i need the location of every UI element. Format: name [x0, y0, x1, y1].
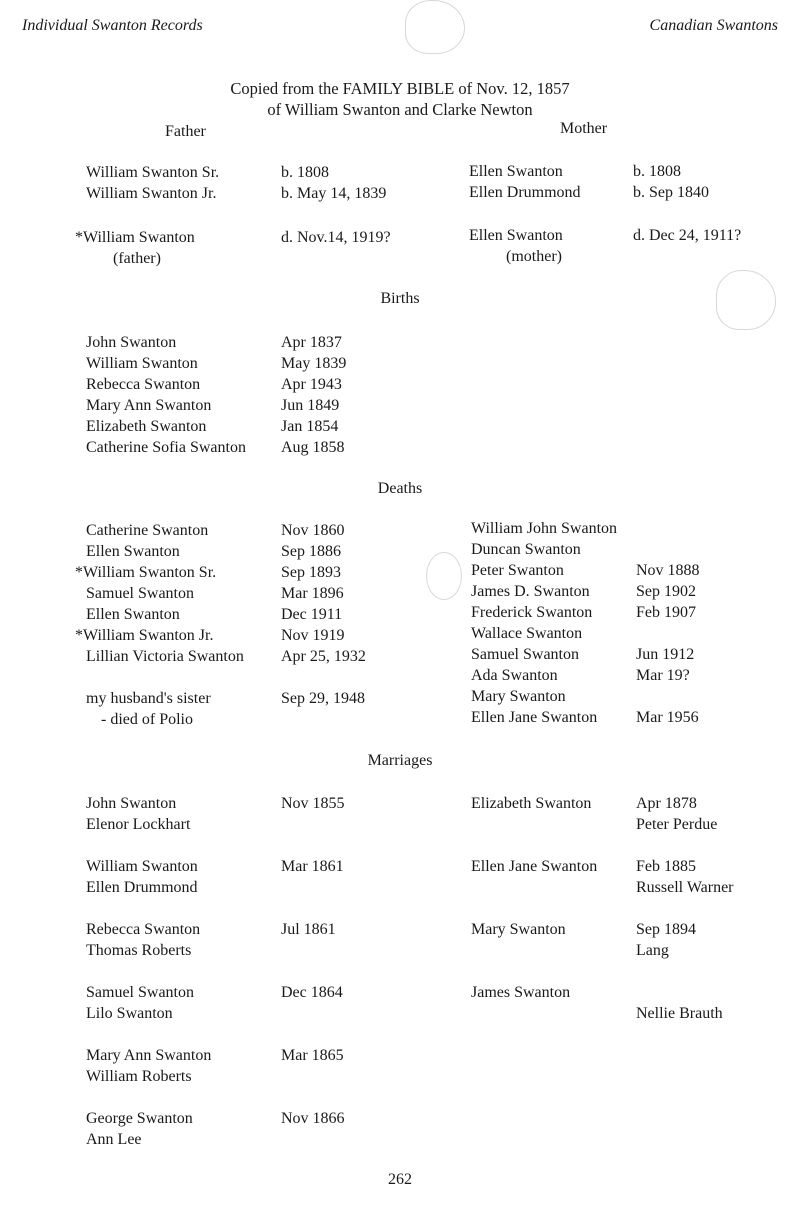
marriage-name: Mary Swanton	[471, 921, 566, 938]
death-date: Mar 1956	[636, 709, 699, 726]
page-number: 262	[388, 1171, 412, 1188]
birth-name: Elizabeth Swanton	[86, 418, 207, 435]
marriage-spouse: Nellie Brauth	[636, 1005, 723, 1022]
marriage-name: Rebecca Swanton	[86, 921, 201, 938]
death-name: Ada Swanton	[471, 667, 558, 684]
birth-dates	[281, 332, 346, 458]
death-date: Mar 1896	[281, 585, 344, 602]
mother-death-date: d. Dec 24, 1911?	[633, 227, 742, 244]
marriage-spouse: Ann Lee	[86, 1131, 142, 1148]
marriage-spouse: William Roberts	[86, 1068, 192, 1085]
death-name: Catherine Swanton	[86, 522, 209, 539]
marriage-name: Elizabeth Swanton	[471, 795, 592, 812]
marriage-name: James Swanton	[471, 984, 571, 1001]
title-line-1: Copied from the FAMILY BIBLE of Nov. 12, 1857	[230, 79, 570, 98]
marriage-date: Jul 1861	[281, 921, 336, 938]
death-right-dates	[636, 518, 700, 728]
father-names	[86, 162, 219, 204]
paper-stain	[426, 552, 462, 600]
mother-date: b. Sep 1840	[633, 184, 709, 201]
birth-date: Apr 1837	[281, 334, 342, 351]
mother-name: Ellen Drummond	[469, 184, 581, 201]
marriage-spouse: Ellen Drummond	[86, 879, 198, 896]
marriage-date: Nov 1855	[281, 795, 345, 812]
marriage-left-entry	[86, 856, 198, 898]
marriage-name: William Swanton	[86, 858, 198, 875]
father-heading: Father	[165, 123, 206, 140]
death-name: Ellen Swanton	[86, 543, 180, 560]
paper-stain	[405, 0, 465, 54]
marriage-date: Sep 1894	[636, 921, 696, 938]
marriage-date: Apr 1878	[636, 795, 697, 812]
father-name: William Swanton Jr.	[86, 185, 217, 202]
death-date: Jun 1912	[636, 646, 695, 663]
marriage-name: Samuel Swanton	[86, 984, 194, 1001]
marriage-name: George Swanton	[86, 1110, 193, 1127]
death-date	[636, 518, 700, 539]
birth-date: Apr 1943	[281, 376, 342, 393]
death-name: Wallace Swanton	[471, 625, 583, 642]
birth-name: William Swanton	[86, 355, 198, 372]
death-date: Nov 1860	[281, 522, 345, 539]
mother-dates	[633, 161, 709, 203]
death-date: Sep 1902	[636, 583, 696, 600]
death-date: Nov 1919	[281, 627, 345, 644]
birth-date: Jan 1854	[281, 418, 339, 435]
father-name: William Swanton Sr.	[86, 164, 220, 181]
birth-date: May 1839	[281, 355, 347, 372]
marriage-name: Ellen Jane Swanton	[471, 858, 598, 875]
death-name: Lillian Victoria Swanton	[86, 648, 244, 665]
father-death-name: *William Swanton	[75, 229, 195, 246]
death-date: Mar 19?	[636, 667, 690, 684]
birth-name: Rebecca Swanton	[86, 376, 201, 393]
death-date: Nov 1888	[636, 562, 700, 579]
death-name: Duncan Swanton	[471, 541, 581, 558]
birth-name: John Swanton	[86, 334, 177, 351]
marriage-left-entry	[86, 1045, 211, 1087]
marriage-left-entry	[86, 919, 200, 961]
marriage-date: Mar 1865	[281, 1047, 344, 1064]
marriage-date: Dec 1864	[281, 984, 343, 1001]
marriage-name: Mary Ann Swanton	[86, 1047, 212, 1064]
marriage-spouse: Peter Perdue	[636, 816, 718, 833]
marriage-date: Nov 1866	[281, 1110, 345, 1127]
death-left-names	[75, 520, 244, 667]
marriage-spouse: Russell Warner	[636, 879, 734, 896]
father-dates	[281, 162, 386, 204]
death-note-line-1: my husband's sister	[86, 690, 211, 707]
marriage-right-detail	[636, 793, 717, 835]
mother-date: b. 1808	[633, 163, 681, 180]
father-death-date: d. Nov.14, 1919?	[281, 229, 391, 246]
death-name: Ellen Jane Swanton	[471, 709, 598, 726]
header-right: Canadian Swantons	[649, 17, 778, 34]
marriage-right-detail	[636, 856, 734, 898]
death-note-date: Sep 29, 1948	[281, 690, 365, 707]
death-date	[636, 686, 700, 707]
death-date: Apr 25, 1932	[281, 648, 366, 665]
marriage-spouse: Lang	[636, 942, 669, 959]
father-date: b. May 14, 1839	[281, 185, 387, 202]
birth-date: Jun 1849	[281, 397, 340, 414]
death-name: Samuel Swanton	[86, 585, 194, 602]
births-heading: Births	[380, 290, 420, 307]
marriage-date	[636, 982, 723, 1003]
death-left-dates	[281, 520, 366, 667]
birth-date: Aug 1858	[281, 439, 345, 456]
father-date: b. 1808	[281, 164, 329, 181]
death-date: Dec 1911	[281, 606, 343, 623]
marriage-spouse: Thomas Roberts	[86, 942, 192, 959]
marriage-spouse: Elenor Lockhart	[86, 816, 191, 833]
deaths-heading: Deaths	[377, 480, 423, 497]
father-death-role: (father)	[113, 250, 161, 267]
death-name: *William Swanton Jr.	[75, 627, 214, 644]
marriage-left-entry	[86, 982, 194, 1024]
marriage-spouse: Lilo Swanton	[86, 1005, 173, 1022]
mother-death-name: Ellen Swanton	[469, 227, 563, 244]
header-left: Individual Swanton Records	[22, 17, 203, 34]
death-name: Frederick Swanton	[471, 604, 593, 621]
death-name: Mary Swanton	[471, 688, 566, 705]
death-date	[636, 539, 700, 560]
birth-name: Catherine Sofia Swanton	[86, 439, 246, 456]
death-date: Feb 1907	[636, 604, 696, 621]
mother-names	[469, 161, 581, 203]
marriages-heading: Marriages	[367, 752, 433, 769]
death-name: *William Swanton Sr.	[75, 564, 217, 581]
death-name: Samuel Swanton	[471, 646, 579, 663]
death-name: William John Swanton	[471, 520, 618, 537]
marriage-date: Feb 1885	[636, 858, 696, 875]
marriage-date: Mar 1861	[281, 858, 344, 875]
marriage-left-entry	[86, 793, 190, 835]
mother-death-role: (mother)	[506, 248, 562, 265]
death-name: Peter Swanton	[471, 562, 564, 579]
birth-name: Mary Ann Swanton	[86, 397, 212, 414]
death-name: Ellen Swanton	[86, 606, 180, 623]
marriage-left-entry	[86, 1108, 193, 1150]
mother-name: Ellen Swanton	[469, 163, 563, 180]
death-note-line-2: - died of Polio	[101, 711, 193, 728]
death-right-names	[471, 518, 617, 728]
birth-names	[86, 332, 246, 458]
death-name: James D. Swanton	[471, 583, 590, 600]
marriage-name: John Swanton	[86, 795, 177, 812]
death-date: Sep 1886	[281, 543, 341, 560]
title-line-2: of William Swanton and Clarke Newton	[267, 100, 533, 119]
mother-heading: Mother	[560, 120, 608, 137]
death-date: Sep 1893	[281, 564, 341, 581]
marriage-right-detail	[636, 982, 723, 1024]
death-date	[636, 623, 700, 644]
marriage-right-detail	[636, 919, 696, 961]
